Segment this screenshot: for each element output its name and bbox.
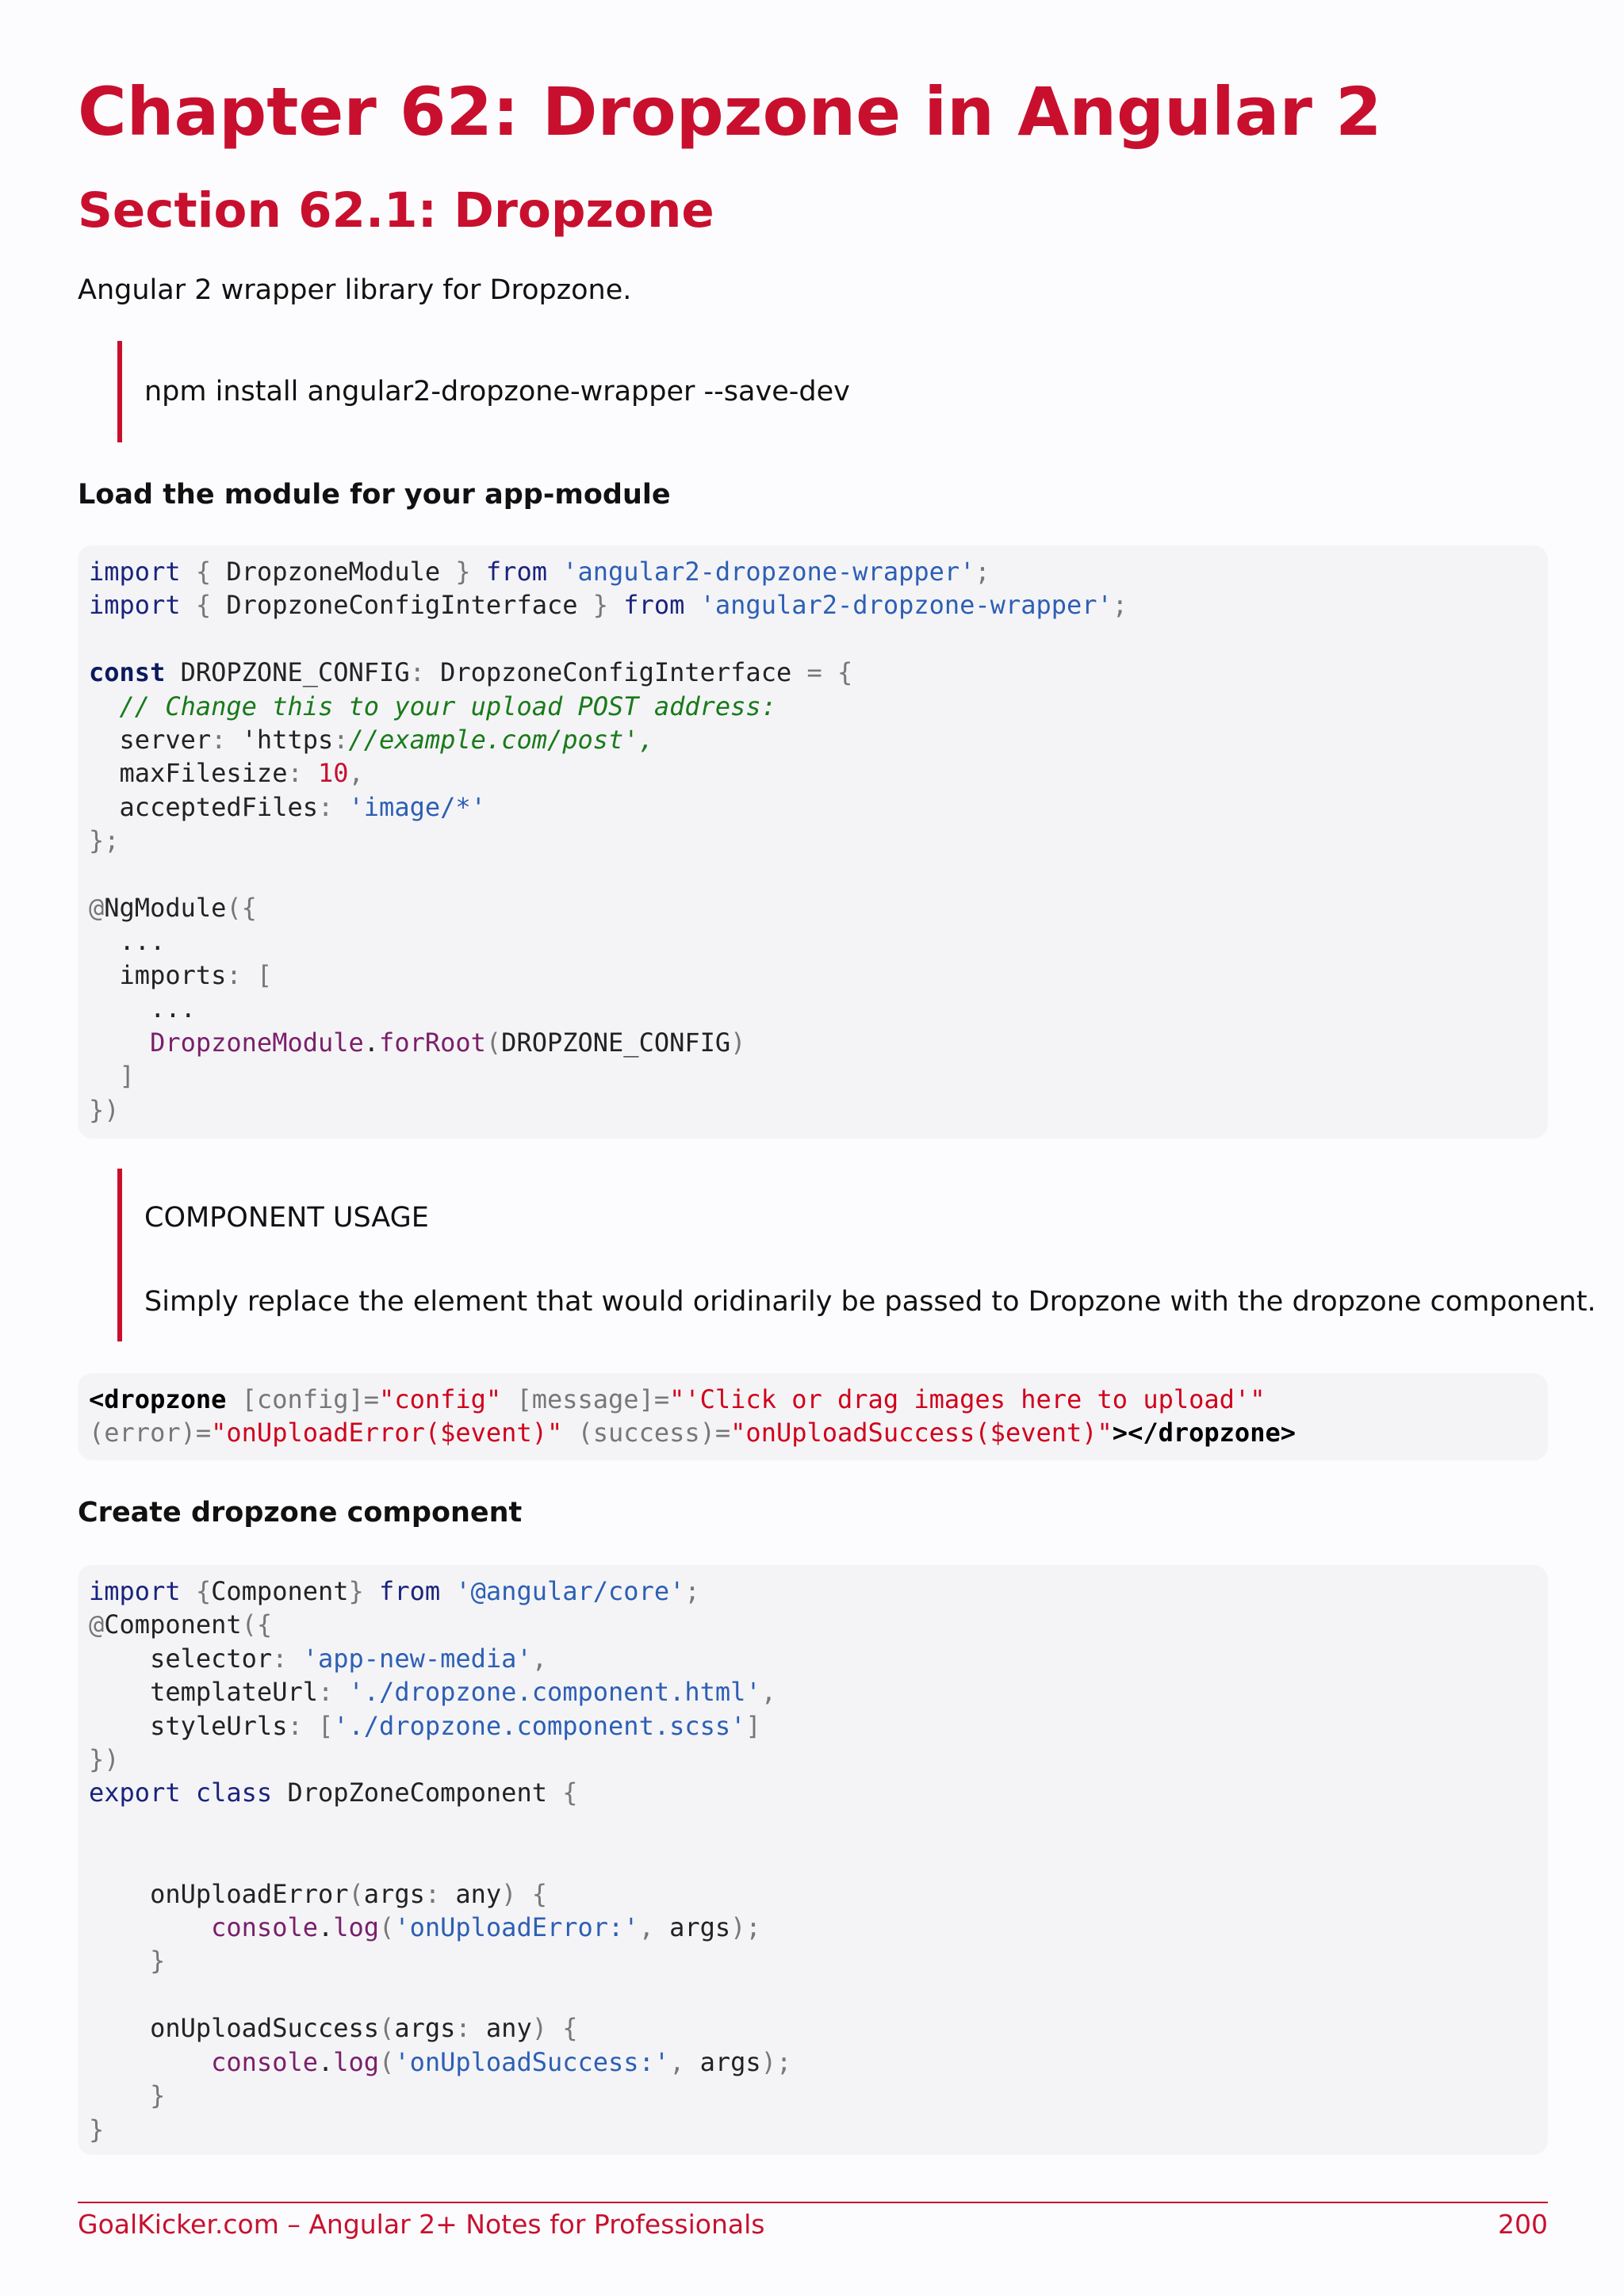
chapter-title: Chapter 62: Dropzone in Angular 2 (78, 73, 1382, 151)
code-component-text (89, 1575, 1537, 2146)
code-block-module (78, 545, 1548, 1138)
code-line: onUploadSuccess(args: any) { (89, 2013, 578, 2044)
code-line: // Change this to your upload POST address: (119, 691, 776, 721)
heading-load-module: Load the module for your app-module (78, 479, 671, 511)
code-line: server: 'https://example.com/post', (89, 725, 654, 756)
code-line: import {Component} from '@angular/core'; (89, 1576, 700, 1606)
component-usage-blockquote (117, 1169, 1596, 1341)
code-block-component (78, 1565, 1548, 2155)
code-line: onUploadError(args: any) { (89, 1878, 547, 1909)
code-line: maxFilesize: 10, (89, 758, 364, 789)
code-line: } (150, 1946, 166, 1976)
code-line: @NgModule({ (89, 893, 257, 924)
code-line: <dropzone [config]="config" [message]="'Click or drag images here to upload'" (89, 1384, 1266, 1414)
code-line: export class DropZoneComponent { (89, 1777, 578, 1808)
code-block-template (78, 1373, 1548, 1460)
code-line: } (89, 2114, 105, 2145)
code-line: console.log('onUploadError:', args); (211, 1912, 761, 1943)
install-command: npm install angular2-dropzone-wrapper --save-dev (144, 376, 850, 408)
code-line: DropzoneModule.forRoot(DROPZONE_CONFIG) (150, 1027, 746, 1058)
code-line: } (150, 2080, 166, 2111)
code-line: console.log('onUploadSuccess:', args); (211, 2046, 792, 2077)
code-line: }; (89, 825, 120, 856)
code-line: ... (89, 993, 196, 1024)
heading-create-component: Create dropzone component (78, 1497, 523, 1529)
code-template-text (89, 1383, 1537, 1450)
code-line: imports: [ (89, 959, 273, 990)
footer-divider (78, 2202, 1548, 2203)
component-usage-title: COMPONENT USAGE (144, 1202, 429, 1234)
code-line: styleUrls: ['./dropzone.component.scss'] (89, 1710, 761, 1741)
code-line: selector: 'app-new-media', (89, 1643, 547, 1674)
code-line: ... (89, 926, 166, 957)
code-line: templateUrl: './dropzone.component.html', (89, 1677, 776, 1708)
page-number: 200 (1498, 2209, 1548, 2240)
code-module-text (89, 555, 1537, 1127)
code-line: ] (119, 1061, 135, 1092)
intro-paragraph: Angular 2 wrapper library for Dropzone. (78, 274, 632, 306)
code-line: @Component({ (89, 1609, 273, 1640)
code-line: }) (89, 1094, 120, 1125)
code-line: import { DropzoneModule } from 'angular2-dropzone-wrapper'; (89, 557, 990, 587)
code-line: import { DropzoneConfigInterface } from 'angular2-dropzone-wrapper'; (89, 590, 1128, 621)
footer-source-link[interactable]: GoalKicker.com – Angular 2+ Notes for Professionals (78, 2209, 765, 2240)
code-line: }) (89, 1744, 120, 1775)
code-line: acceptedFiles: 'image/*' (89, 791, 486, 822)
install-blockquote (117, 341, 850, 442)
code-line: const DROPZONE_CONFIG: DropzoneConfigInterface = { (89, 657, 853, 688)
code-line: (error)="onUploadError($event)" (success)="onUploadSuccess($event)"></dropzone> (89, 1418, 1296, 1448)
section-title: Section 62.1: Dropzone (78, 182, 714, 239)
component-usage-text: Simply replace the element that would oridinarily be passed to Dropzone with the dropzone component. (144, 1286, 1596, 1318)
